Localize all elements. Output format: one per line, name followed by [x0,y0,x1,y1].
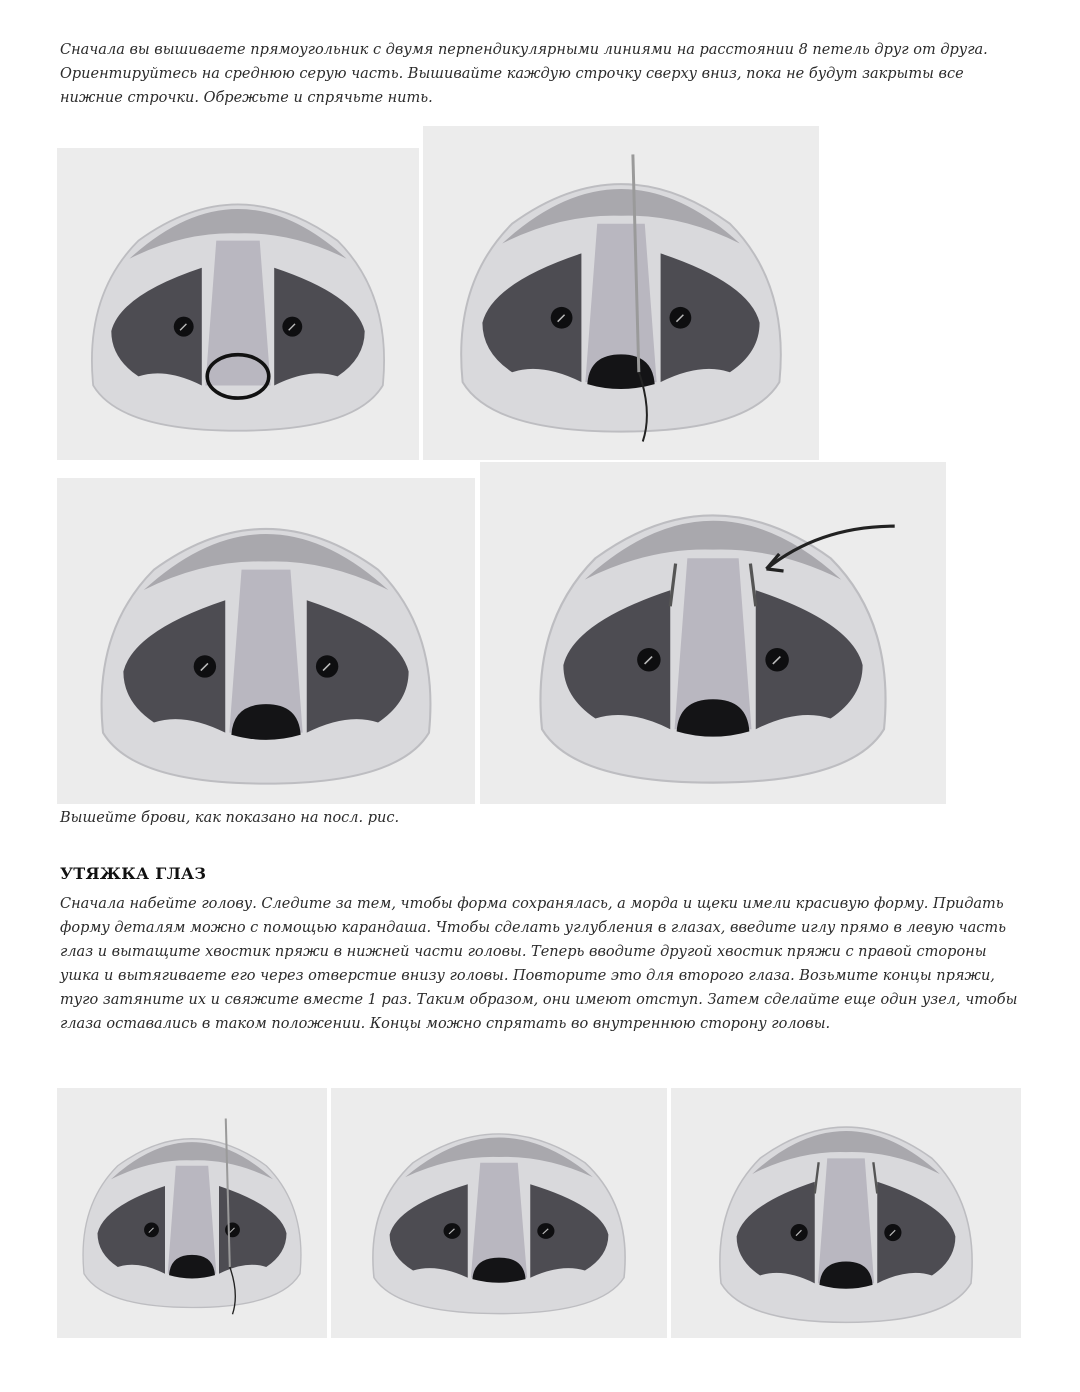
section-heading: УТЯЖКА ГЛАЗ [60,864,207,883]
photo-top-view [331,1088,667,1338]
section-body: Сначала набейте голову. Следите за тем, чтобы форма сохранялась, а морда и щеки имели красивую форму. Придать форму деталям можно с помощью карандаша. Чтобы сделать углубления в глазах, введите иглу прямо в левую часть глаз и вытащите хвостик пряжи в нижней части головы. Теперь вводите другой хвостик пряжи с правой стороны ушка и вытягиваете его через отверстие внизу головы. Повторите это для второго глаза. Возьмите концы пряжи, туго затяните их и свяжите вместе 1 раз. Таким образом, они имеют отступ. Затем сделайте еще один узел, чтобы глаза оставались в таком положении. Концы можно спрятать во внутреннюю сторону головы. [60,896,1018,1032]
photo-final [671,1088,1021,1338]
raccoon-head-illustration [331,1088,667,1338]
raccoon-head-illustration [480,462,946,804]
intro-paragraph: Сначала вы вышиваете прямоугольник с двумя перпендикулярными линиями на расстоянии 8 петель друг от друга. Ориентируйтесь на среднюю серую часть. Вышивайте каждую строчку сверху вниз, пока не будут закрыты все нижние строчки. Обрежьте и спрячьте нить. [60,42,988,106]
photo-needle-nose [423,126,819,460]
photo-eyebrows-arrow [480,462,946,804]
raccoon-head-illustration [57,1088,327,1338]
photo-needle-eye [57,1088,327,1338]
raccoon-head-illustration [57,478,475,804]
raccoon-head-illustration [423,126,819,460]
raccoon-head-illustration [671,1088,1021,1338]
photo-finished-nose [57,478,475,804]
raccoon-head-illustration [57,148,419,460]
photo-outline-nose [57,148,419,460]
photo-caption: Вышейте брови, как показано на посл. рис. [60,810,400,826]
